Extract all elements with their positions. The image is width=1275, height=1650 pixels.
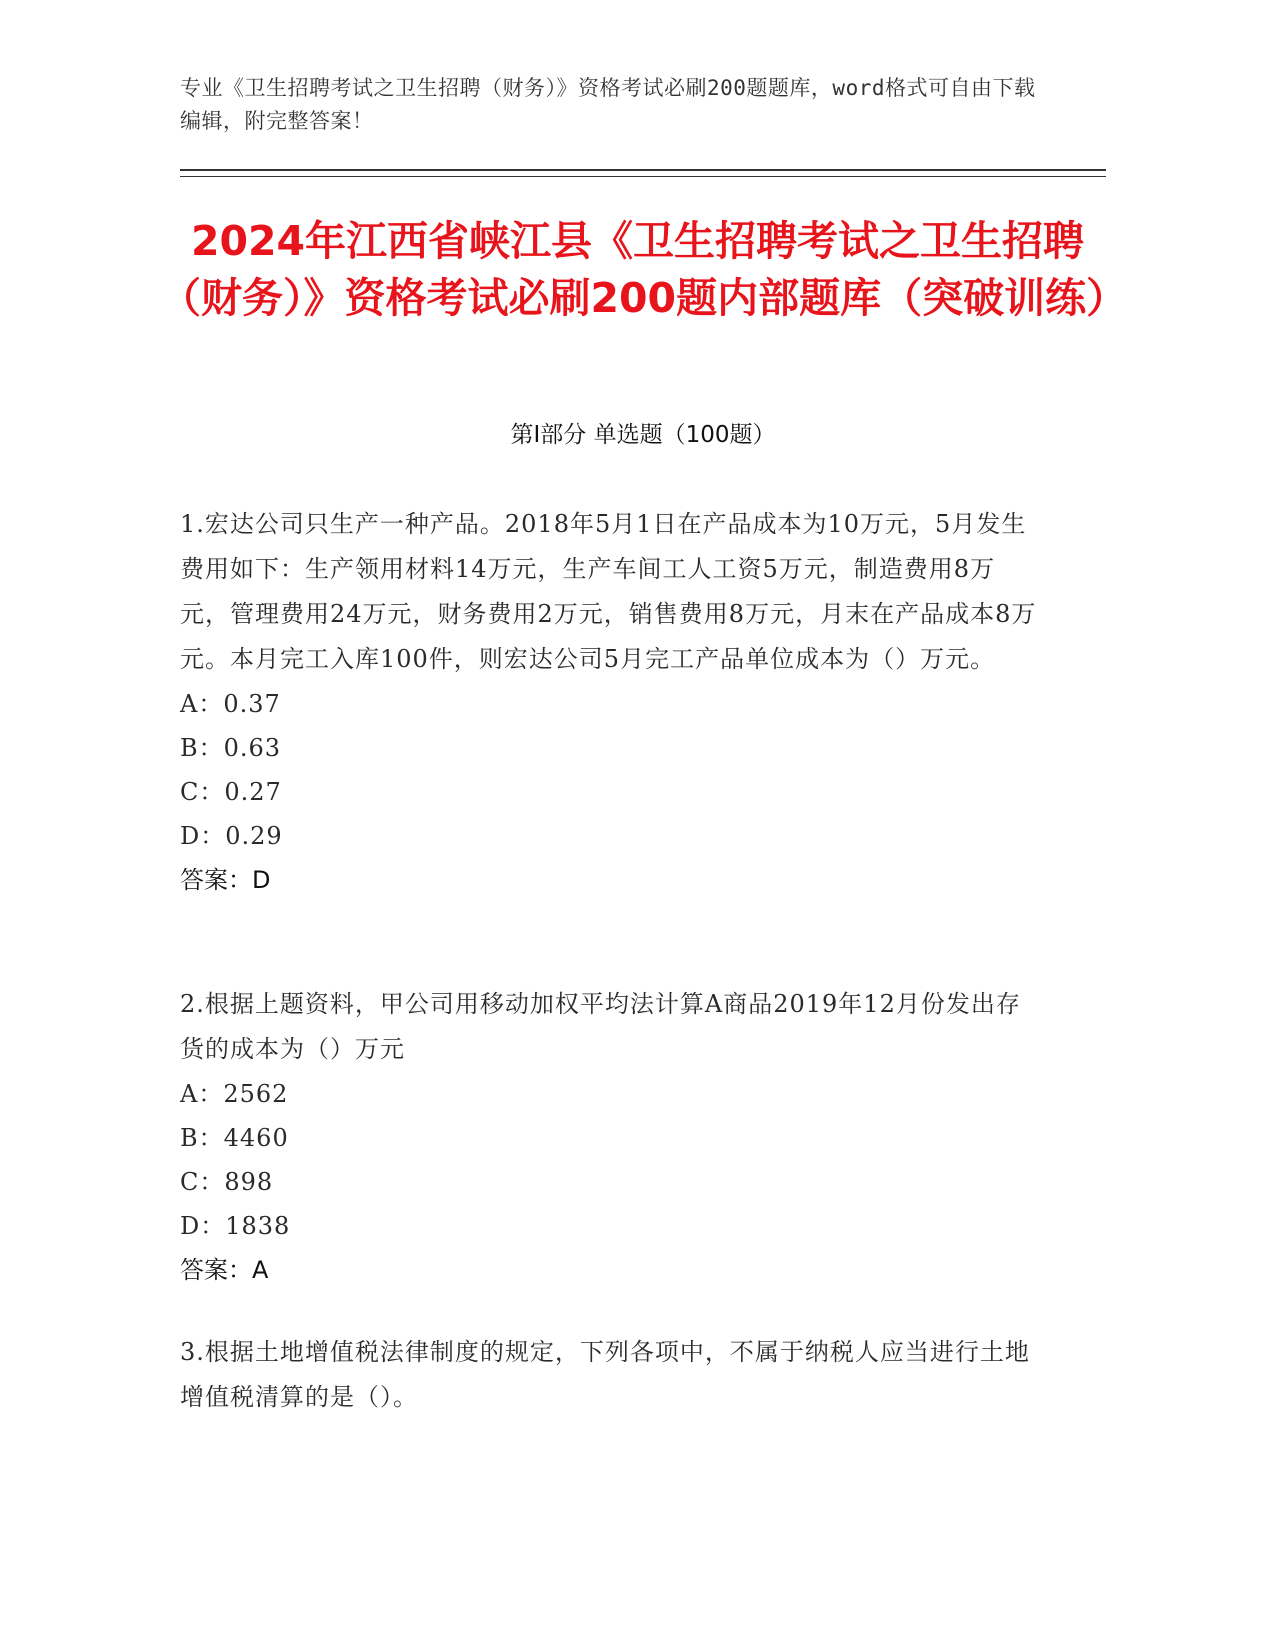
option-a: A：2562 [180,1080,289,1108]
header-note: 专业《卫生招聘考试之卫生招聘（财务）》资格考试必刷200题题库，word格式可自由下载编辑，附完整答案！ [180,76,1036,133]
option-a: A：0.37 [180,690,281,718]
question-3 [180,1330,1040,1420]
option-d: D：0.29 [180,822,283,850]
option-d: D：1838 [180,1212,291,1240]
question-stem: 1.宏达公司只生产一种产品。2018年5月1日在产品成本为10万元，5月发生费用如下：生产领用材料14万元，生产车间工人工资5万元，制造费用8万元，管理费用24万元，财务费用2万元，销售费用8万元，月末在产品成本8万元。本月完工入库100件，则宏达公司5月完工产品单位成本为（）万元。 [180,510,1037,673]
header-divider-thin [180,176,1106,177]
option-c: C：0.27 [180,778,282,806]
option-c: C：898 [180,1168,274,1196]
option-b: B：0.63 [180,734,282,762]
section-heading: 第I部分 单选题（100题） [510,422,776,448]
answer-line: 答案：D [180,866,271,894]
answer-line: 答案：A [180,1256,269,1284]
header-divider-thick [180,169,1106,171]
document-title: 2024年江西省峡江县《卫生招聘考试之卫生招聘（财务）》资格考试必刷200题内部题库（突破训练） [160,217,1128,322]
question-stem: 2.根据上题资料，甲公司用移动加权平均法计算A商品2019年12月份发出存货的成本为（）万元 [180,990,1021,1063]
question-2 [180,982,1040,1292]
question-1 [180,502,1040,902]
option-b: B：4460 [180,1124,289,1152]
question-stem: 3.根据土地增值税法律制度的规定，下列各项中，不属于纳税人应当进行土地增值税清算的是（）。 [180,1338,1030,1411]
